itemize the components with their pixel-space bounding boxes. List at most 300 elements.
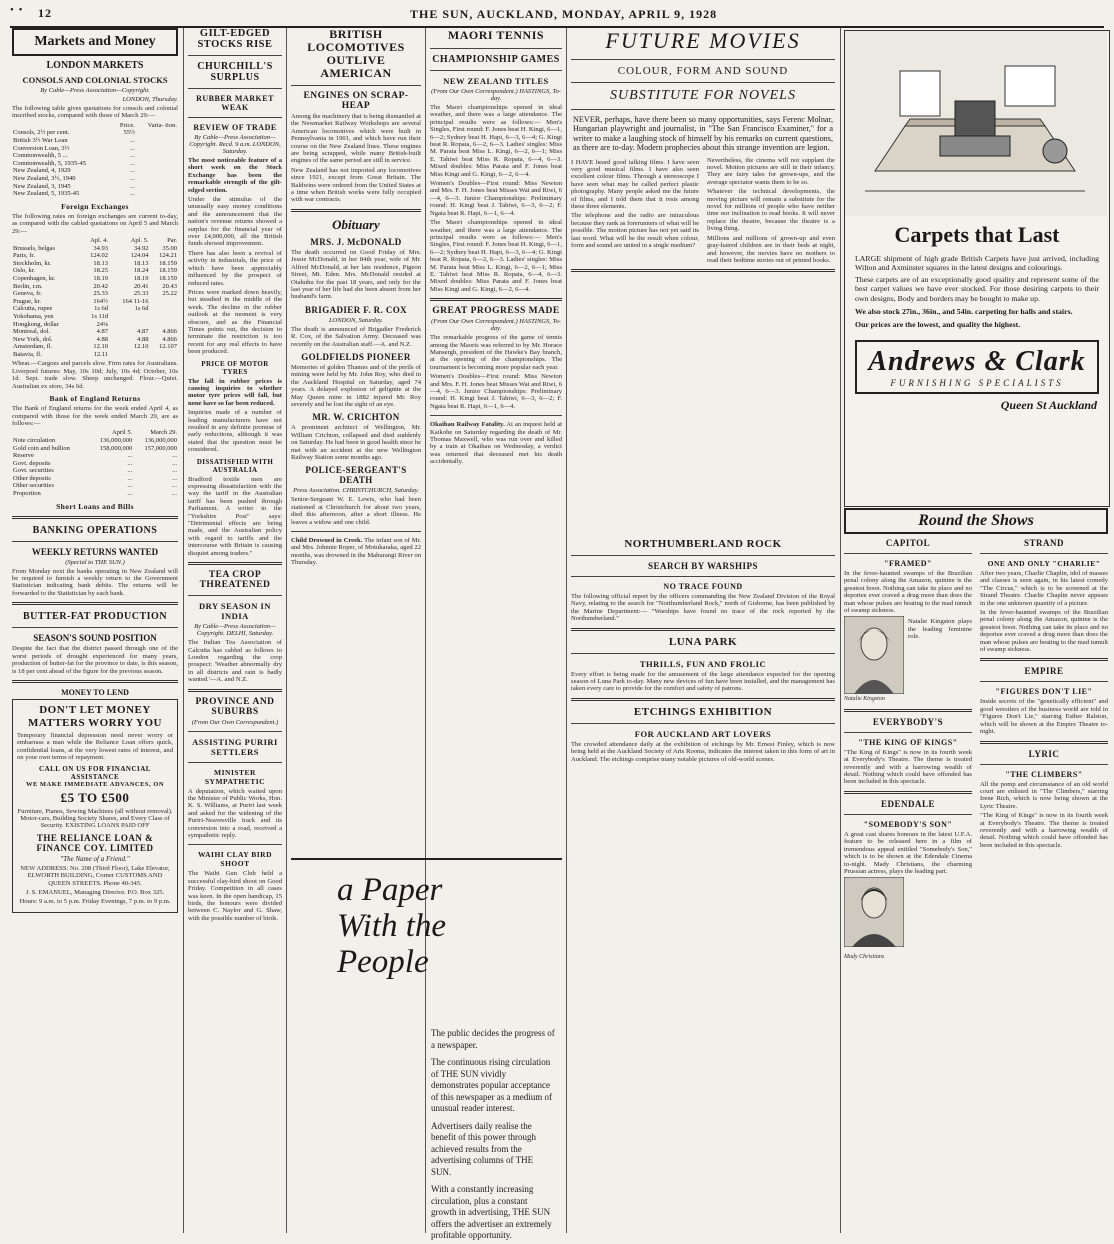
cell xyxy=(150,305,178,313)
fx-table xyxy=(12,237,178,359)
column-rule xyxy=(840,28,841,1233)
tennis-results-3: The Maori championships opened in ideal weather, and there was a large attendance. The principal results were as follows:— Men's Singles, First round: F. Jones beat H. Kingi, 6—1, 6—2; Sydney beat H. Hapi, 6—3, 6—4; G. Kingi beat R. Ropata, 6—2, 6—3. Ladies' singles: Miss M. Parata beat Miss L. Kingi, 6—2, 6—1; Miss E. Tahiwi beat Miss R. Ropata, 6—4, 6—3. Mixed doubles: Miss Parata and F. Jones beat Miss Kingi and G. Kingi, 6—2, 6—4. xyxy=(430,219,562,293)
cell xyxy=(109,321,150,329)
movies-p2: The telephone and the radio are miraculous because they rank as forerunners of what will be possible. The motion picture has not yet said its last word. What will be the result when colour, form and sound are united in a single medium? xyxy=(571,212,699,250)
cell: Govt. securities xyxy=(13,467,54,475)
foreign-intro: The following rates on foreign exchanges are current to-day, as compared with the cabled quotations on April 5 and March 29:— xyxy=(12,212,178,235)
cell xyxy=(150,298,178,306)
gilt-heading: GILT-EDGED STOCKS RISE xyxy=(197,28,273,50)
review-heading: REVIEW OF TRADE xyxy=(193,123,277,132)
luna-subheading: THRILLS, FUN AND FROLIC xyxy=(639,658,767,669)
cell: ... xyxy=(127,482,133,490)
police-byline: Press Association. CHRISTCHURCH, Saturday. xyxy=(293,487,419,495)
table-row xyxy=(12,275,178,283)
cell: ... xyxy=(172,452,177,460)
cell: 25.22 xyxy=(162,290,177,298)
movies-p4: Whatever the technical developments, the moving picture will remain a substitute for the novel for millions of people who have neither time nor inclination to read books. It will never replace the theatre, because the theatre is a living thing. xyxy=(707,188,835,233)
minister-heading: MINISTER SYMPATHETIC xyxy=(204,767,266,786)
cell xyxy=(136,190,178,198)
masthead xyxy=(10,4,1104,28)
cell: ... xyxy=(130,137,135,144)
column-tennis xyxy=(430,28,562,853)
table-row xyxy=(12,252,178,260)
engines-heading: ENGINES ON SCRAP-HEAP xyxy=(303,91,409,111)
ad-make: WE MAKE IMMEDIATE ADVANCES, ON xyxy=(25,780,165,788)
cell: 34.92 xyxy=(133,244,149,252)
championship-heading: CHAMPIONSHIP GAMES xyxy=(432,54,560,65)
ad-slogan: "The Name of a Friend." xyxy=(60,854,130,863)
carpets-text-2: These carpets are of an exceptionally good quality and represent some of the best carpet values we have ever stocked. For those desiring carpets to their own designs, Body and borders may be bought to make up. xyxy=(855,274,1099,303)
cell: Oslo, kr. xyxy=(13,267,36,275)
page-number: 12 xyxy=(38,6,52,20)
promo-headline: a Paper With the People xyxy=(337,872,447,980)
cell: ... xyxy=(172,474,177,482)
cell xyxy=(136,152,178,160)
obituary-heading: Obituary xyxy=(332,216,380,232)
cell: 25.33 xyxy=(133,290,149,298)
ad-list: Furniture, Pianos, Sewing Machines (all without removal). Motor-cars, Building Society Shares, and Every Class of Security. EXISTING LOANS PAID OFF xyxy=(17,807,173,830)
table-row xyxy=(12,328,178,336)
round-the-shows xyxy=(844,508,1108,1233)
rubber-heading: RUBBER MARKET WEAK xyxy=(196,94,274,112)
drowned-text: The infant son of Mr. and Mrs. Johnnie Roper, of Motukaraka, aged 22 months, was drowned in the Mahurangi River on Thursday. xyxy=(291,537,421,567)
waihi-heading: WAIHI CLAY BIRD SHOOT xyxy=(197,850,273,869)
butter-heading: BUTTER-FAT PRODUCTION xyxy=(22,611,168,623)
header-cell: Price. xyxy=(119,121,135,129)
movies-p3: Nevertheless, the cinema will not supplant the novel. Motion pictures are still in their infancy. They are fairy tales for grown-ups, and the average spectator wants them to be so. xyxy=(707,156,835,186)
empire-heading: EMPIRE xyxy=(1024,666,1064,677)
figures-heading: "FIGURES DON'T LIE" xyxy=(995,687,1093,697)
page-mark: • • xyxy=(10,4,24,16)
motor-lead: The fall in rubber prices is causing inquiries to whether motor tyre prices will fall, but none have so far been reduced. xyxy=(188,377,282,407)
table-row xyxy=(12,336,178,344)
cell: 1s 6d xyxy=(94,305,108,313)
cell: ... xyxy=(130,152,135,160)
cell: 158,000,000 xyxy=(99,444,133,452)
consols-heading: CONSOLS AND COLONIAL STOCKS xyxy=(22,75,168,85)
tennis-byline: (From Our Own Correspondent.) HASTINGS, To-day. xyxy=(431,88,561,102)
column-rule xyxy=(183,28,184,1233)
table-row xyxy=(12,290,178,298)
province-heading: PROVINCE AND SUBURBS xyxy=(195,696,275,717)
reliance-loan-ad xyxy=(12,699,178,913)
cell: 4.866 xyxy=(162,328,177,336)
table-row xyxy=(12,298,178,306)
puriri-heading: ASSISTING PURIRI SETTLERS xyxy=(192,736,278,757)
cell: Reserve xyxy=(13,452,34,460)
minister-text: A deputation, which waited upon the Minister of Public Works, Hon. K. S. Williams, at Puriri last week and asked for the widening of the Puriri-Neavesville track and its conversion into a road, received a sympathetic reply. xyxy=(188,787,282,839)
carpets-text-4: Our prices are the lowest, and quality the highest. xyxy=(855,320,1021,330)
sun-promo-ad xyxy=(291,858,562,1240)
natalie-kingston-portrait xyxy=(844,616,904,694)
dateline: LONDON, Thursday. xyxy=(122,96,178,103)
cell: Other deposits xyxy=(13,474,51,482)
cell: Stockholm, kr. xyxy=(13,259,52,267)
shows-col-left xyxy=(844,538,972,964)
markets-title: Markets and Money xyxy=(12,28,178,56)
byline: By Cable—Press Association—Copyright. Recd. 9 a.m. LONDON, Saturday. xyxy=(189,134,281,155)
cell: Batavia, fl. xyxy=(13,350,42,358)
climbers-text-2: "The King of Kings" is now in its fourth week at Everybody's Theatre. The theme is treated reverently and with a harrowing wealth of detail. Nothing which could have offended has been included in this spectacle. xyxy=(980,812,1108,849)
natalie-caption: Natalie Kingston xyxy=(844,696,885,703)
ad-call: CALL ON US FOR FINANCIAL ASSISTANCE xyxy=(39,764,151,781)
figures-text: Inside secrets of the "genetically efficient" and good wrestlers of the business world are told in "Figures Don't Lie," starring Esther Ralston, which will be shown at the Empire Theatre to-night. xyxy=(980,698,1108,736)
byline: By Cable—Press Association—Copyright. xyxy=(40,87,150,94)
table-row xyxy=(12,445,178,453)
cell: 12.107 xyxy=(159,343,177,351)
money-to-lend-heading: MONEY TO LEND xyxy=(61,687,129,697)
ad-hours: Hours: 9 a.m. to 5 p.m. Friday Evenings, 7 p.m. to 9 p.m. xyxy=(19,898,171,906)
somebody-text: A great cast shares honours in the latest U.F.A. feature to be released here in a film of tremendous appeal entitled "Somebody's Son," which is to be shown at the Edendale Cinema to-night. Mady Christians, the charming Prussian actress, plays the leading part. xyxy=(844,830,972,875)
carpets-text: LARGE shipment of high grade British Carpets have just arrived, including Wilton and Axminster squares in the latest designs and colourings. xyxy=(855,254,1099,273)
crichton-text: A prominent architect of Wellington, Mr. William Crichton, collapsed and died suddenly on Saturday. He had been in good health since he met with an accident at the new Wellington Railway Station some months ago. xyxy=(291,424,421,461)
framed-heading: "FRAMED" xyxy=(884,559,932,568)
stocks-intro: The following table gives quotations for consols and colonial inscribed stocks, compared with those of March 29:— xyxy=(12,105,178,120)
cell xyxy=(150,321,178,329)
framed-text: In the fever-haunted swamps of the Brazilian penal colony along the Amazon, quinine is the greatest boon. Nothing can take its place and no deportee ever craved a drug more than does the man whose pulses are beating to the mad tumult of swamp sickness. xyxy=(844,570,972,615)
london-markets-heading: LONDON MARKETS xyxy=(46,60,144,71)
progress-heading: GREAT PROGRESS MADE xyxy=(432,306,560,317)
cox-byline: LONDON, Saturday. xyxy=(328,316,384,324)
cell: 136,000,000 xyxy=(144,436,177,444)
table-row xyxy=(12,343,178,351)
cell: 136,000,000 xyxy=(99,436,133,444)
capitol-heading: CAPITOL xyxy=(885,538,931,548)
cell: New Zealand, 5, 1935-45 xyxy=(13,190,80,198)
cell: 18.24 xyxy=(133,267,149,275)
king-heading: "THE KING OF KINGS" xyxy=(858,737,958,747)
brand-name: Andrews & Clark xyxy=(868,345,1086,377)
cell xyxy=(136,137,178,145)
cell: 18.13 xyxy=(93,259,108,267)
cell: ... xyxy=(130,190,135,198)
cell: 34.93 xyxy=(93,244,108,252)
cell: New York, dol. xyxy=(13,335,53,343)
table-row xyxy=(12,351,178,359)
column-markets xyxy=(12,28,178,1233)
motor-heading: PRICE OF MOTOR TYRES xyxy=(201,359,269,376)
cell: 18.159 xyxy=(159,267,177,275)
nz-titles-heading: NEW ZEALAND TITLES xyxy=(443,76,549,86)
bank-returns-heading: Bank of England Returns xyxy=(49,394,141,404)
ad-address: NEW ADDRESS: No. 208 (Third Floor), Lake Elevator, ELWORTH BUILDING, Corner CUSTOMS AND QUEEN STREETS. Phone 40-345. xyxy=(20,864,170,887)
table-row xyxy=(12,167,178,175)
table-row xyxy=(12,321,178,329)
police-heading: POLICE-SERGEANT'S DEATH xyxy=(305,465,407,486)
cell: 124.21 xyxy=(159,252,177,260)
everybodys-heading: EVERYBODY'S xyxy=(872,716,944,727)
luna-heading: LUNA PARK xyxy=(668,635,738,648)
table-row xyxy=(12,175,178,183)
promo-p3: Advertisers daily realise the benefit of this power through achieved results from the advertising columns of THE SUN. xyxy=(431,1120,536,1177)
cell: 18.19 xyxy=(133,274,149,282)
movies-headline: FUTURE MOVIES xyxy=(605,28,801,53)
table-row xyxy=(12,437,178,445)
drowned-heading: Child Drowned in Creek. xyxy=(291,537,363,545)
cell: New Zealand, 3, 1945 xyxy=(13,182,71,190)
andrews-clark-logo xyxy=(855,340,1099,394)
cell: ... xyxy=(130,144,135,152)
table-row xyxy=(12,183,178,191)
warships-heading: SEARCH BY WARSHIPS xyxy=(647,561,759,571)
column-locomotives xyxy=(291,28,421,853)
cell: New Zealand, 4, 1929 xyxy=(13,167,71,175)
movies-p1: I HAVE heard good talking films. I have seen very good musical films. I have also seen excellent colour films. Through a stereoscope I have seen what may be called perfect plastic photography. Many people asked me the future of films, and I told them that it rests among these three elements. xyxy=(571,158,699,211)
banking-heading: BANKING OPERATIONS xyxy=(32,524,158,536)
ad-company: THE RELIANCE LOAN & FINANCE COY. LIMITED xyxy=(36,832,154,853)
loco-text-2: New Zealand has not imported any locomotives since 1921, except from Great Britain. The Baldwins were ordered from the United States at a time when British works were fully occupied with war contracts. xyxy=(291,166,421,204)
header-cell: Varia- tion. xyxy=(147,121,177,129)
carpet-illustration xyxy=(845,31,1107,216)
cell: Yokohama, yen xyxy=(13,312,54,320)
column-rule xyxy=(566,28,567,1233)
cell: Copenhagen, kr. xyxy=(13,274,56,282)
movies-subhead: COLOUR, FORM AND SOUND xyxy=(617,65,789,77)
mcdonald-text: The death occurred on Good Friday of Mrs. Jessie McDonald, in her 84th year, wife of Mr. Alfred McDonald, at her late residence, Pigeon Street, Mt. Eden. Mrs. McDonald resided at Otahuhu for the past 18 years, and only for the last year of her life had she been absent from her husband's farm. xyxy=(291,248,421,301)
movies-p5: Millions and millions of grown-up and even gray-haired children are in their beds at night, and however, the movies have no mothers to read their bedtime stories out of printed books. xyxy=(707,234,835,264)
cell: Amsterdam, fl. xyxy=(13,343,53,351)
cell: ... xyxy=(172,490,177,498)
goldfields-text: Memories of golden Thames and of the perils of mining were held by Mr. John Roy, who died in the Auckland Hospital on Saturday, aged 74 years. A delayed explosion of gelignite at the May Queen mine in 1882 injured Mr. Roy severely and he lost the sight of an eye. xyxy=(291,363,421,408)
table-row xyxy=(12,137,178,145)
table-header xyxy=(12,237,178,245)
table-row xyxy=(12,475,178,483)
cell: Govt. deposits xyxy=(13,459,51,467)
cell: Paris, fr. xyxy=(13,252,35,260)
cell: 20.41 xyxy=(133,282,149,290)
cell: 124.02 xyxy=(90,252,108,260)
waihi-text: The Waihi Gun Club held a successful clay-bird shoot on Good Friday. Competition in all cases was keen. In the open handicap, 15 birds, the honours were divided between C. Naylor and G. Shaw, with the possible number of birds. xyxy=(188,870,282,922)
column-stocks xyxy=(188,28,282,1233)
tea-heading: TEA CROP THREATENED xyxy=(199,570,271,591)
cell: 18.25 xyxy=(93,267,108,275)
cell xyxy=(136,175,178,183)
ad-headline: DON'T LET MONEY MATTERS WORRY YOU xyxy=(27,703,162,729)
climbers-heading: "THE CLIMBERS" xyxy=(1005,769,1083,779)
lead: The most noticeable feature of a short week on the Stock Exchange has been the remarkable strength of the gilt-edged section. xyxy=(188,157,282,194)
cell: ... xyxy=(127,474,133,482)
province-byline: (From Our Own Correspondent.) xyxy=(191,718,279,726)
column-rule xyxy=(286,28,287,1233)
mady-caption: Mady Christians xyxy=(844,954,885,961)
climbers-text: All the pomp and circumstance of an old world court are enlisted in "The Climbers," starring Irene Rich, which is now being shown at the Lyric Theatre. xyxy=(980,780,1108,810)
cell: 4.88 xyxy=(96,335,108,343)
cell: 4.87 xyxy=(96,328,108,336)
cell: Berlin, r.m. xyxy=(13,282,43,290)
cell xyxy=(109,313,150,321)
churchill-heading: CHURCHILL'S SURPLUS xyxy=(197,61,273,83)
shows-col-right xyxy=(980,538,1108,964)
strand-heading: STRAND xyxy=(1023,538,1064,548)
etchings-subheading: FOR AUCKLAND ART LOVERS xyxy=(634,728,772,739)
brand-location: Queen St Auckland xyxy=(1000,397,1097,412)
movies-body xyxy=(571,157,835,265)
cell: 4.87 xyxy=(137,328,149,336)
butter-text: Despite the fact that the district passed through one of the worst periods of drought experienced for many years, production of butter-fat for the province to date, is this season, is 18 per cent ahead of the figure for the previous season. xyxy=(12,645,178,675)
cell: 20.42 xyxy=(93,282,108,290)
cell xyxy=(150,351,178,359)
progress-byline: (From Our Own Correspondent.) HASTINGS, To-day. xyxy=(431,318,561,333)
cell xyxy=(136,129,178,137)
cell: ... xyxy=(127,452,133,460)
cell: Geneva, fr. xyxy=(13,290,42,298)
shows-banner: Round the Shows xyxy=(844,508,1108,534)
tennis-results: The Maori championships opened in ideal weather, and there was a large attendance. The principal results were as follows:— Men's Singles, First round: F. Jones beat H. Kingi, 6—1, 6—2; Sydney beat H. Hapi, 6—3, 6—4; G. Kingi beat R. Ropata, 6—2, 6—3. Ladies' singles: Miss M. Parata beat Miss L. Kingi, 6—2, 6—1; Miss E. Tahiwi beat Miss R. Ropata, 6—4, 6—3. Mixed doubles: Miss Parata and F. Jones beat Miss Kingi and G. Kingi, 6—2, 6—4. xyxy=(430,104,562,178)
cell: Other securities xyxy=(13,482,54,490)
header-cell: Par. xyxy=(167,236,177,244)
cell: British 3½ War Loan xyxy=(13,137,68,144)
paragraph: Under the stimulus of the unusually easy money conditions and the announcement that the nation's revenue returns showed a surplus for the financial year of over £4,000,000, all the British funds showed improvement. xyxy=(188,196,282,248)
cell: ... xyxy=(127,490,133,498)
maori-tennis-heading: MAORI TENNIS xyxy=(447,28,545,42)
short-loans-heading: Short Loans and Bills xyxy=(56,501,134,511)
bank-intro: The Bank of England returns for the week ended April 4, as compared with those for the week ended March 29, are as follows:— xyxy=(12,405,178,427)
table-row xyxy=(12,482,178,490)
cell: 35.00 xyxy=(162,244,177,252)
cell: Note circulation xyxy=(13,436,56,444)
cell: New Zealand, 3½, 1940 xyxy=(13,174,76,182)
header-cell: March 29. xyxy=(150,429,177,437)
northumberland-text: The following official report by the officers commanding the New Zealand Division of the Royal Navy, relating to the search for "Northumberland Rock," north of Gisborne, has been published by the Marine Department:— "Warships have found no trace of the rock reported by the Northumberland." xyxy=(571,593,835,623)
charlie-text: After two years, Charlie Chaplin, idol of masses and classes is seen again, in his latest comedy "The Circus," which is to be screened at the Strand Theatre. Charlie Chaplin never appears in the one unknown quantity of a picture. xyxy=(980,570,1108,607)
promo-p1: The public decides the progress of a newspaper. xyxy=(431,1028,555,1050)
movies-subhead-2: SUBSTITUTE FOR NOVELS xyxy=(610,88,796,103)
cell: Prague, kr. xyxy=(13,297,41,305)
cell: 164½ xyxy=(93,297,108,305)
cell: Montreal, dol. xyxy=(13,328,51,336)
dissatisfied-heading: DISSATISFIED WITH AUSTRALIA xyxy=(196,457,274,474)
ad-manager: J. S. EMANUEL, Managing Director. P.O. Box 325. xyxy=(25,888,165,896)
cell: ... xyxy=(130,167,135,175)
ad-amount: £5 TO £500 xyxy=(60,789,130,805)
banking-text: From Monday next the banks operating in New Zealand will be required to furnish a weekly return to the Government Statistician indicating bank debits. The returns will be forwarded to the Statistician by each bank. xyxy=(12,567,178,597)
table-row xyxy=(12,145,178,153)
northumberland-heading: NORTHUMBERLAND ROCK xyxy=(624,538,782,550)
lyric-heading: LYRIC xyxy=(1028,748,1060,759)
cox-heading: BRIGADIER F. R. COX xyxy=(304,304,408,315)
no-trace-heading: NO TRACE FOUND xyxy=(663,582,743,591)
table-row xyxy=(12,460,178,468)
cell: ... xyxy=(172,482,177,490)
table-row xyxy=(12,129,178,137)
cell xyxy=(136,183,178,191)
promo-p2: The continuous rising circulation of THE SUN vividly demonstrates popular acceptance of this newspaper as a medium of unusual reader interest. xyxy=(431,1057,552,1113)
cell: Gold coin and bullion xyxy=(13,444,70,452)
mcdonald-heading: MRS. J. McDONALD xyxy=(310,236,402,247)
table-row xyxy=(12,313,178,321)
cell: 124.04 xyxy=(130,252,149,260)
cell: ... xyxy=(172,467,177,475)
drought-heading: DRY SEASON IN INDIA xyxy=(198,601,271,622)
cell: Calcutta, rupee xyxy=(13,305,53,313)
table-row xyxy=(12,152,178,160)
table-row xyxy=(12,160,178,168)
cell: ... xyxy=(130,182,135,190)
cell: 157,000,000 xyxy=(144,444,177,452)
luna-text: Every effort is being made for the amusement of the large attendance expected for the opening season of Luna Park to-day. Many new devices of fun have been installed, and the management has taken every care to provide for the comfort and safety of patrons. xyxy=(571,670,835,693)
promo-body xyxy=(431,1028,555,1242)
cox-text: The death is announced of Brigadier Frederick R. Cox, of the Salvation Army. Deceased was recently on the Australian staff.—A. and N.Z. xyxy=(291,325,421,348)
header-cell xyxy=(12,237,81,245)
future-movies-article xyxy=(571,28,835,1233)
table-row xyxy=(12,190,178,198)
cell: Brussels, belgas xyxy=(13,244,55,252)
table-header xyxy=(12,122,178,130)
loco-heading: BRITISH LOCOMOTIVES OUTLIVE AMERICAN xyxy=(307,28,405,80)
crichton-heading: MR. W. CRICHTON xyxy=(312,412,400,423)
cell xyxy=(150,313,178,321)
etchings-text: The crowded attendance daily at the exhibition of etchings by Mr. Ernest Finley, which is now being held at the Auckland Society of Arts Rooms, indicates the interest taken in this form of art in Auckland. The etchings comprise many notable pictures of old-world scenes. xyxy=(571,740,835,763)
dissatisfied-text: Bradford textile men are expressing dissatisfaction with the way the tariff in the Australian tariff has been pushed through Parliament. A writer in the "Yorkshire Post" says: "Detrimental effects are being made, and the Australian policy with regard to tariffs and the intercourse with Britain is causing disquiet among traders." xyxy=(188,475,282,557)
cell: 25.33 xyxy=(93,290,108,298)
framed-text-2: Natalie Kingston plays the leading feminine role. xyxy=(908,618,972,641)
table-row xyxy=(12,467,178,475)
header-cell xyxy=(12,429,88,437)
ad-text: Temporary financial depression need never worry or embarrass a man while the Reliance Loan offers quick, confidential loans, at the very lowest rates of interest, and on your own terms of repayment. xyxy=(17,731,173,762)
header-cell: Apl. 4. xyxy=(90,236,108,244)
table-row xyxy=(12,245,178,253)
cell: ... xyxy=(127,459,133,467)
cell: ... xyxy=(130,159,135,167)
cell: 1s 6d xyxy=(134,305,149,313)
bank-table xyxy=(12,429,178,497)
table-row xyxy=(12,267,178,275)
cell: 20.43 xyxy=(162,282,177,290)
somebody-heading: "SOMEBODY'S SON" xyxy=(863,819,953,829)
king-text: "The King of Kings" is now in its fourth week at Everybody's Theatre. The theme is treated reverently and with a harrowing wealth of detail. Nothing which could have offended has been included in this spectacle. xyxy=(844,748,972,786)
progress-text-2: Women's Doubles—First round: Miss Newton and Mrs. F. H. Jones beat Misses Wai and Riwi, 6—4, 6—3. Junior Championships: Preliminary round: H. Kingi beat J. Tahiwi, 6—3, 6—2; F. Ngata beat R. Hapi, 6—1, 6—4. xyxy=(430,373,562,410)
cell: 4.88 xyxy=(137,335,149,343)
police-text: Senior-Sergeant W. E. Lewis, who had been stationed at Christchurch for about two years, died this afternoon, after a short illness. He leaves a widow and one child. xyxy=(291,496,421,526)
fatality-heading: Okaihau Railway Fatality. xyxy=(430,421,505,429)
cell xyxy=(136,167,178,175)
carpets-ad xyxy=(844,30,1110,507)
cell: ... xyxy=(172,459,177,467)
cell: ... xyxy=(127,467,133,475)
carpets-headline: Carpets that Last xyxy=(894,222,1060,247)
cell xyxy=(136,160,178,168)
paragraph: Prices were marked down heavily, but steadied in the middle of the week. The decline in the rubber outlook at the moment is very obscure, and as the Financial Times points out, the decision to terminate the restriction is too recent for any real effects to have been produced. xyxy=(188,288,282,356)
tennis-results-2: Women's Doubles—First round: Miss Newton and Mrs. F. H. Jones beat Misses Wai and Riwi, 6—4, 6—3. Junior Championships: Preliminary round: H. Kingi beat J. Tahiwi, 6—3, 6—2; F. Ngata beat R. Hapi, 6—1, 6—4. xyxy=(430,180,562,217)
lower-news xyxy=(571,538,835,765)
cell: 18.19 xyxy=(93,274,108,282)
table-header xyxy=(12,429,178,437)
table-row xyxy=(12,490,178,498)
cell: 12.11 xyxy=(93,350,108,358)
motor-text: Inquiries made of a number of leading manufacturers have not resulted in any definite promise of early reductions, although it was stated that the question must be considered. xyxy=(188,409,282,454)
brand-sub: FURNISHING SPECIALISTS xyxy=(890,377,1064,388)
header-cell: April 5. xyxy=(111,429,133,437)
cell: Commonwealth, 5 ... xyxy=(13,152,68,160)
paragraph: There has also been a revival of activity in industrials, the price of which have been appreciably influenced by the prospect of reduced rates. xyxy=(188,249,282,287)
cell: 12.10 xyxy=(93,343,108,351)
cell: 18.13 xyxy=(133,259,149,267)
header-cell: Apl. 5. xyxy=(130,236,149,244)
grain-report: Wheat.—Cargoes and parcels slow. Firm rates for Australians. Liverpool futures: May, 10s 10d; July, 10s 4d; October, 10s 1d. Sept. trade slow. Sheep unchanged. Flour.—Quiet. Australian ex store, 34s 6d. xyxy=(12,360,178,390)
cell: 55½ xyxy=(123,129,135,137)
cell: Conversion Loan, 3½ xyxy=(13,144,70,152)
etchings-heading: ETCHINGS EXHIBITION xyxy=(633,705,773,718)
cell: Commonwealth, 5, 1935-45 xyxy=(13,159,86,167)
table-row xyxy=(12,283,178,291)
progress-text: The remarkable progress of the game of tennis among the Maoris was referred to by Mr. Horace Mansergh, president of the Hawke's Bay branch, at the opening of the championships. The tournament is becoming more popular each year. xyxy=(430,334,562,371)
loco-text: Among the machinery that is being dismantled at the Newmarket Railway Workshops are several American locomotives which were built in Pennsylvania in 1901, and which have run their course on the New Zealand lines. These engines are being scrapped, while many British-built engines of the same period are still in service. xyxy=(291,113,421,165)
cell: 24⅛ xyxy=(96,320,108,328)
table-row xyxy=(12,260,178,268)
cell: 164 11-16 xyxy=(122,297,149,305)
cell xyxy=(109,351,150,359)
cell: 18.159 xyxy=(159,259,177,267)
